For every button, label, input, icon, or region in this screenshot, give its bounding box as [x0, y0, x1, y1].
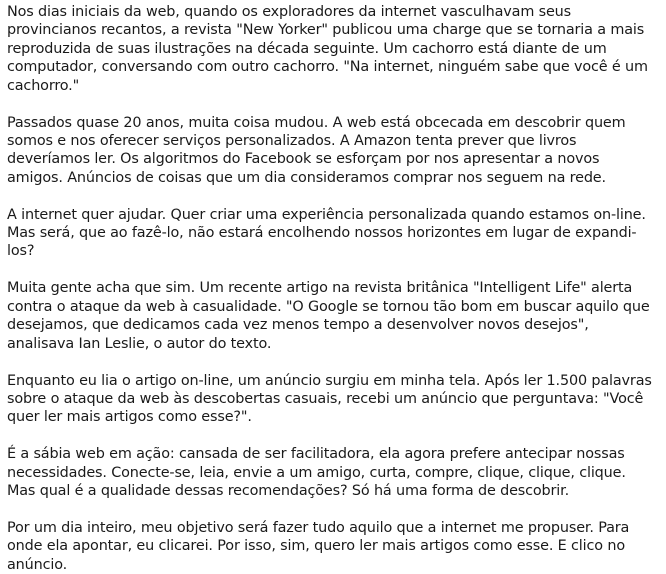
article-paragraph-4: Muita gente acha que sim. Um recente artigo na revista britânica "Intelligent Life" alerta contra o ataque da web à casualidade. "O Google se tornou tão bom em buscar aquilo que desejamos, que dedicamos cada vez menos tempo a desenvolver novos desejos", analisava Ian Leslie, o autor do texto.: [7, 280, 650, 352]
article-paragraph-2: Passados quase 20 anos, muita coisa mudou. A web está obcecada em descobrir quem somos e nos oferecer serviços personalizados. A Amazon tenta prever que livros deveríamos ler. Os algoritmos do Facebook se esforçam por nos apresentar a novos amigos. Anúncios de coisas que um dia consideramos comprar nos seguem na rede.: [7, 114, 626, 186]
article-paragraph-3: A internet quer ajudar. Quer criar uma experiência personalizada quando estamos on-line. Mas será, que ao fazê-lo, não estará encolhendo nossos horizontes em lugar de expandi-los?: [7, 206, 646, 260]
article-paragraph-5: Enquanto eu lia o artigo on-line, um anúncio surgiu em minha tela. Após ler 1.500 palavras sobre o ataque da web às descobertas casuais, recebi um anúncio que perguntava: "Você quer ler mais artigos como esse?".: [7, 372, 652, 426]
article-body: [7, 3, 657, 574]
article-paragraph-1: Nos dias iniciais da web, quando os exploradores da internet vasculhavam seus provincianos recantos, a revista "New Yorker" publicou uma charge que se tornaria a mais reproduzida de suas ilustrações na década seguinte. Um cachorro está diante de um computador, conversando com outro cachorro. "Na internet, ninguém sabe que você é um cachorro.": [7, 4, 648, 94]
article-paragraph-7: Por um dia inteiro, meu objetivo será fazer tudo aquilo que a internet me propuser. Para onde ela apontar, eu clicarei. Por isso, sim, quero ler mais artigos como esse. E clico no anúncio.: [7, 519, 630, 573]
article-paragraph-6: É a sábia web em ação: cansada de ser facilitadora, ela agora prefere antecipar nossas necessidades. Conecte-se, leia, envie a um amigo, curta, compre, clique, clique, clique. Mas qual é a qualidade dessas recomendações? Só há uma forma de descobrir.: [7, 446, 626, 500]
